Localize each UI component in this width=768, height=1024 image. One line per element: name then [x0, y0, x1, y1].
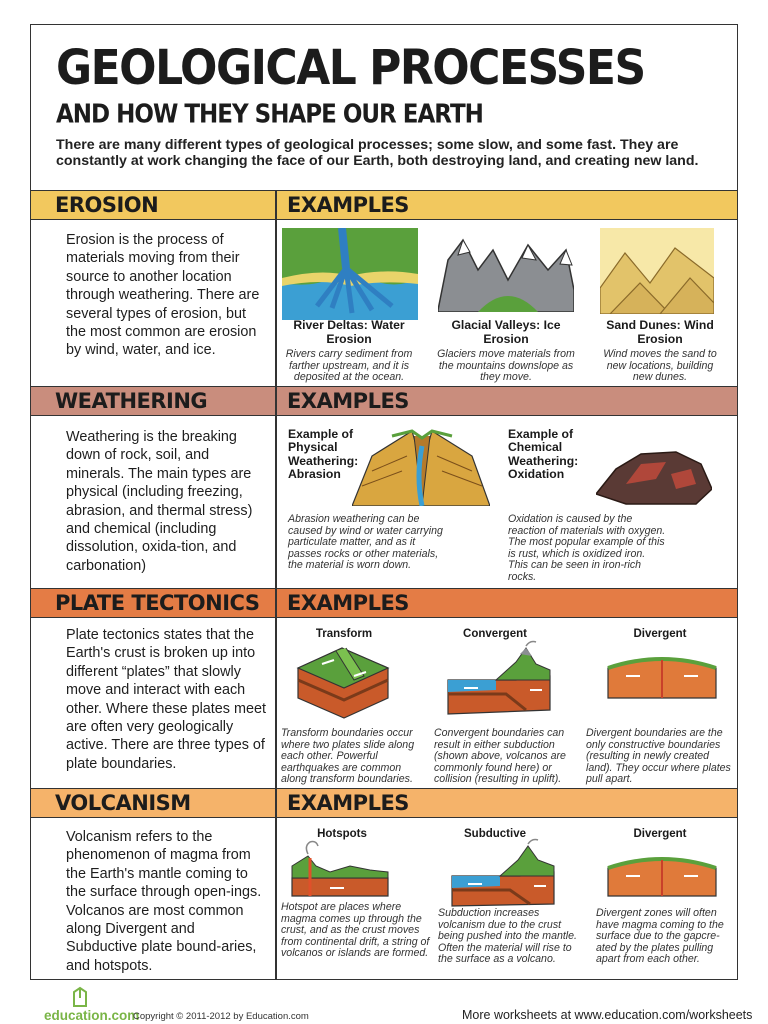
- erosion-example-dunes: Sand Dunes: Wind Erosion Wind moves the sand to new locations, building new dunes.: [603, 318, 717, 384]
- plate-example-divergent-heading: Divergent: [633, 628, 687, 640]
- erosion-examples-label: EXAMPLES: [287, 193, 409, 217]
- weathering-caption-physical: Abrasion weathering can be caused by wind or water carrying particulate matter, and as it passes rocks or other materials, the material is worn down.: [288, 513, 443, 572]
- volcanism-example-subductive-heading: Subductive: [464, 828, 526, 840]
- volcanic-divergent-illustration: [606, 854, 718, 900]
- river-delta-illustration: [282, 228, 418, 320]
- page-subtitle: AND HOW THEY SHAPE OUR EARTH: [56, 100, 483, 130]
- more-worksheets-link[interactable]: More worksheets at www.education.com/worksheets: [462, 1008, 753, 1022]
- erosion-description: Erosion is the process of materials moving from their source to another location through weathering. There are several types of erosion, but the most common are erosion by wind, water, and ice.: [66, 232, 260, 359]
- copyright-text: Copyright © 2011-2012 by Education.com: [133, 1011, 309, 1022]
- divergent-boundary-illustration: [606, 654, 718, 702]
- plate-caption-divergent: Divergent boundaries are the only constructive boundaries (resulting in newly created land). They occur where plates pull apart.: [586, 727, 731, 786]
- weathering-example-chemical: Example of Chemical Weathering: Oxidation: [508, 427, 579, 482]
- weathering-description: Weathering is the breaking down of rock, soil, and minerals. The main types are physical (including freezing, abrasion, and thermal stress) and chemical (including dissolution, oxida-tion, and carbonation): [66, 429, 253, 574]
- plate-caption-convergent: Convergent boundaries can result in either subduction (shown above, volcanos are commonly found here) or collision (resulting in uplift).: [434, 727, 566, 786]
- weathering-examples-label: EXAMPLES: [287, 389, 409, 413]
- education-logo: education.com: [44, 1008, 140, 1023]
- abrasion-canyon-illustration: [352, 426, 490, 506]
- weathering-example-physical: Example of Physical Weathering: Abrasion: [288, 427, 359, 482]
- volcanism-description: Volcanism refers to the phenomenon of magma from the Earth's mantle coming to the surface through open-ings. Volcanos are most common along Divergent and Subductive plate bound-aries, and hotspots.: [66, 829, 262, 974]
- volcanism-label: VOLCANISM: [55, 791, 191, 815]
- weathering-caption-chemical: Oxidation is caused by the reaction of materials with oxygen. The most popular example of this is rust, which is oxidized iron. This can be seen in iron-rich rocks.: [508, 513, 666, 583]
- education-logo-icon: [70, 986, 90, 1008]
- volcanism-examples-label: EXAMPLES: [287, 791, 409, 815]
- plate-caption-transform: Transform boundaries occur where two plates slide along each other. Powerful earthquakes are common along transform boundaries.: [281, 727, 415, 786]
- weathering-header-band: [31, 386, 737, 416]
- intro-text: There are many different types of geological processes; some slow, and some fast. They are constantly at work changing the face of our Earth, both destroying land, and creating new land.: [56, 137, 699, 169]
- volcanism-caption-divergent: Divergent zones will often have magma coming to the surface due to the gapcre-ated by the plates pulling apart from each other.: [596, 907, 724, 966]
- oxidation-rock-illustration: [596, 444, 712, 506]
- volcanism-caption-subductive: Subduction increases volcanism due to the crust being pushed into the mantle. Often the material will rise to the surface as a volcano.: [438, 907, 577, 966]
- weathering-label: WEATHERING: [55, 389, 208, 413]
- plate-header-band: [31, 588, 737, 618]
- plate-examples-label: EXAMPLES: [287, 591, 409, 615]
- plate-description: Plate tectonics states that the Earth's crust is broken up into different “plates” that slowly move and interact with each other. Where these plates meet are often very geologically active. There are three types of plate boundaries.: [66, 627, 266, 772]
- erosion-header-band: [31, 190, 737, 220]
- plate-example-convergent-heading: Convergent: [463, 628, 527, 640]
- transform-boundary-illustration: [296, 646, 390, 720]
- erosion-example-river: River Deltas: Water Erosion Rivers carry sediment from farther upstream, and it is deposited at the ocean.: [285, 318, 413, 384]
- sand-dunes-illustration: [600, 228, 714, 314]
- volcanism-example-divergent-heading: Divergent: [633, 828, 687, 840]
- volcanism-header-band: [31, 788, 737, 818]
- convergent-boundary-illustration: [446, 638, 552, 718]
- glacial-valley-illustration: [438, 230, 574, 312]
- erosion-label: EROSION: [55, 193, 159, 217]
- hotspot-illustration: [290, 838, 390, 900]
- plate-example-transform-heading: Transform: [315, 628, 373, 640]
- volcanism-example-hotspots-heading: Hotspots: [317, 828, 367, 840]
- erosion-example-glacial: Glacial Valleys: Ice Erosion Glaciers move materials from the mountains downslope as they move.: [437, 318, 575, 384]
- subductive-illustration: [450, 838, 556, 908]
- page-title: GEOLOGICAL PROCESSES: [56, 40, 645, 97]
- volcanism-caption-hotspots: Hotspot are places where magma comes up through the crust, and as the crust moves from continental drift, a string of volcanos or islands are formed.: [281, 901, 430, 960]
- plate-label: PLATE TECTONICS: [55, 591, 260, 615]
